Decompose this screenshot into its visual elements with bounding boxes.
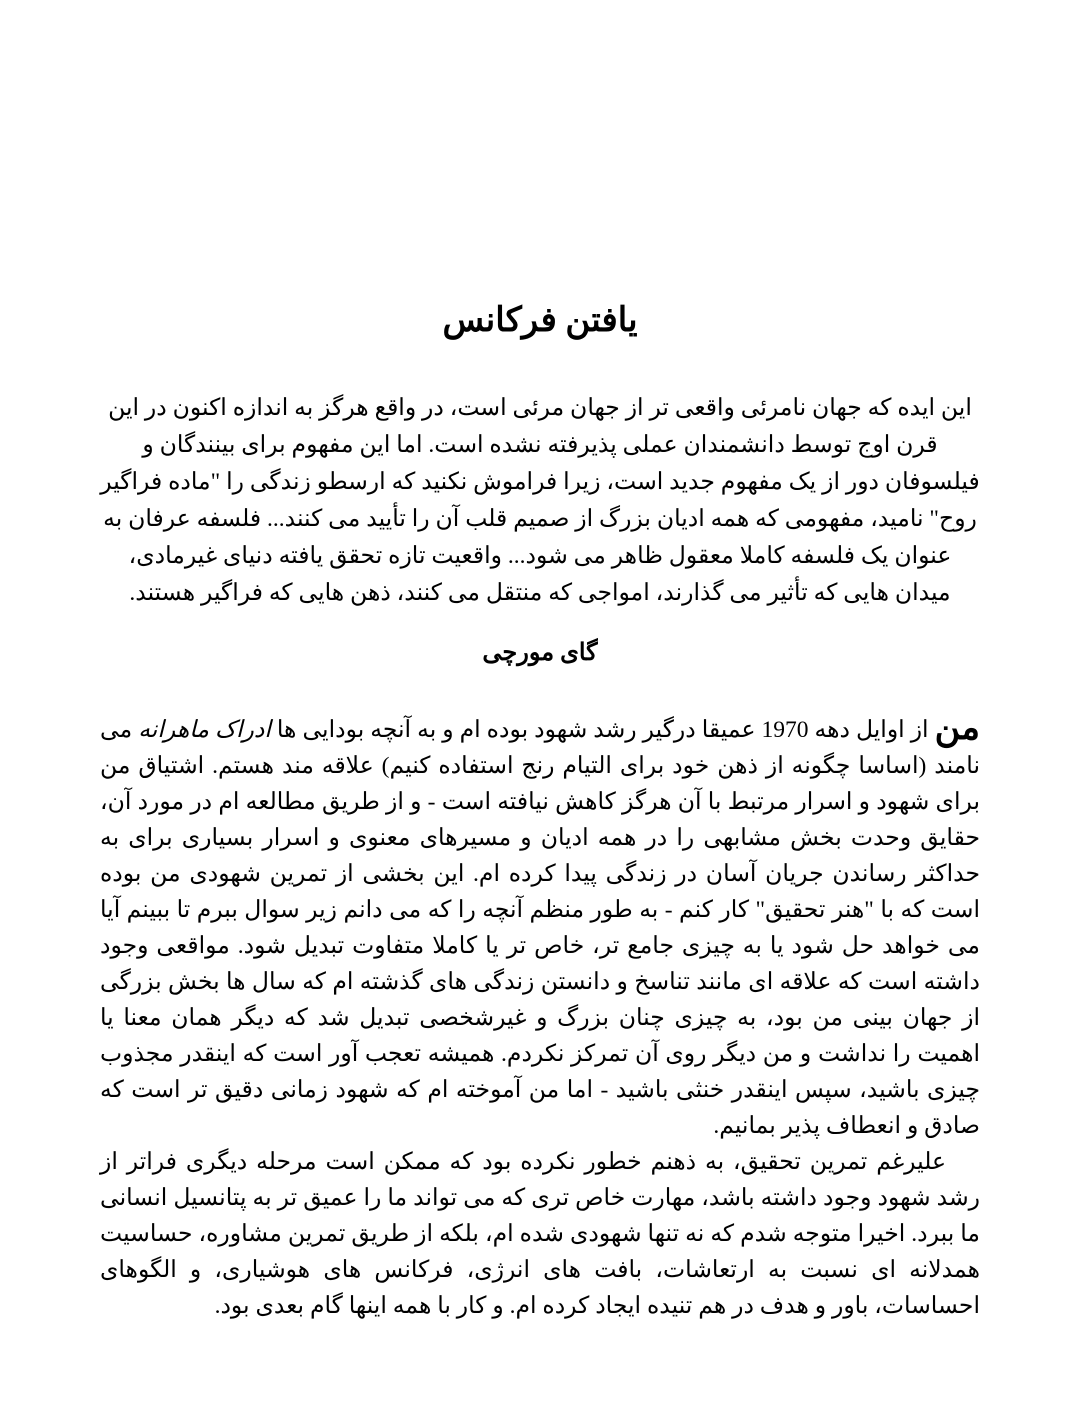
epigraph <box>100 390 980 612</box>
body-paragraph-1 <box>100 710 980 1144</box>
lead-word: من <box>934 708 980 747</box>
paragraph1-opening: از اوایل دهه 1970 عمیقا درگیر رشد شهود بوده ام و به آنچه بودایی ها <box>270 717 935 743</box>
page-title: یافتن فرکانس <box>442 302 638 339</box>
body-text <box>100 710 980 1324</box>
paragraph1-continuation: می نامند (اساسا چگونه از ذهن خود برای التیام رنج استفاده کنیم) علاقه مند هستم. اشتیاق من برای شهود و اسرار مرتبط با آن هرگز کاهش نیافته است - و از طریق مطالعه ام در مورد آن، حقایق وحدت بخش مشابهی را در همه ادیان و مسیرهای معنوی و اسرار بسیاری برای به حداکثر رساندن جریان آسان در زندگی پیدا کرده ام. این بخشی از تمرین شهودی من بوده است که با "هنر تحقیق" کار کنم - به طور منظم آنچه را که می دانم زیر سوال ببرم تا ببینم آیا می خواهد حل شود یا به چیزی جامع تر، خاص تر یا کاملا متفاوت تبدیل شود. مواقعی وجود داشته است که علاقه ای مانند تناسخ و دانستن زندگی های گذشته ام که سال ها بخش بزرگی از جهان بینی من بود، به چیزی چنان بزرگ و غیرشخصی تبدیل شد که دیگر همان معنا یا اهمیت را نداشت و من دیگر روی آن تمرکز نکردم. همیشه تعجب آور است که اینقدر مجذوب چیزی باشید، سپس اینقدر خنثی باشید - اما من آموخته ام که شهود زمانی دقیق تر است که صادق و انعطاف پذیر بمانیم. <box>100 717 980 1139</box>
paragraph1-italic-term: ادراک ماهرانه <box>138 717 271 743</box>
epigraph-text: این ایده که جهان نامرئی واقعی تر از جهان مرئی است، در واقع هرگز به اندازه اکنون در این قرن اوج توسط دانشمندان عملی پذیرفته نشده است. اما این مفهوم برای بینندگان و فیلسوفان دور از یک مفهوم جدید است، زیرا فراموش نکنید که ارسطو زندگی را "ماده فراگیر روح" نامید، مفهومی که همه ادیان بزرگ از صمیم قلب آن را تأیید می کنند... فلسفه عرفان به عنوان یک فلسفه کاملا معقول ظاهر می شود... واقعیت تازه تحقق یافته دنیای غیرمادی، میدان هایی که تأثیر می گذارند، امواجی که منتقل می کنند، ذهن هایی که فراگیر هستند. <box>100 395 980 606</box>
body-paragraph-2: علیرغم تمرین تحقیق، به ذهنم خطور نکرده بود که ممکن است مرحله دیگری فراتر از رشد شهود وجود داشته باشد، مهارت خاص تری که می تواند ما را عمیق تر به پتانسیل انسانی ما ببرد. اخیرا متوجه شدم که نه تنها شهودی شده ام، بلکه از طریق تمرین مشاوره، حساسیت همدلانه ای نسبت به ارتعاشات، بافت های انرژی، فرکانس های هوشیاری، و الگوهای احساسات، باور و هدف در هم تنیده ایجاد کرده ام. و کار با همه اینها گام بعدی بود. <box>100 1149 980 1319</box>
epigraph-attribution: گای مورچی <box>482 640 598 666</box>
